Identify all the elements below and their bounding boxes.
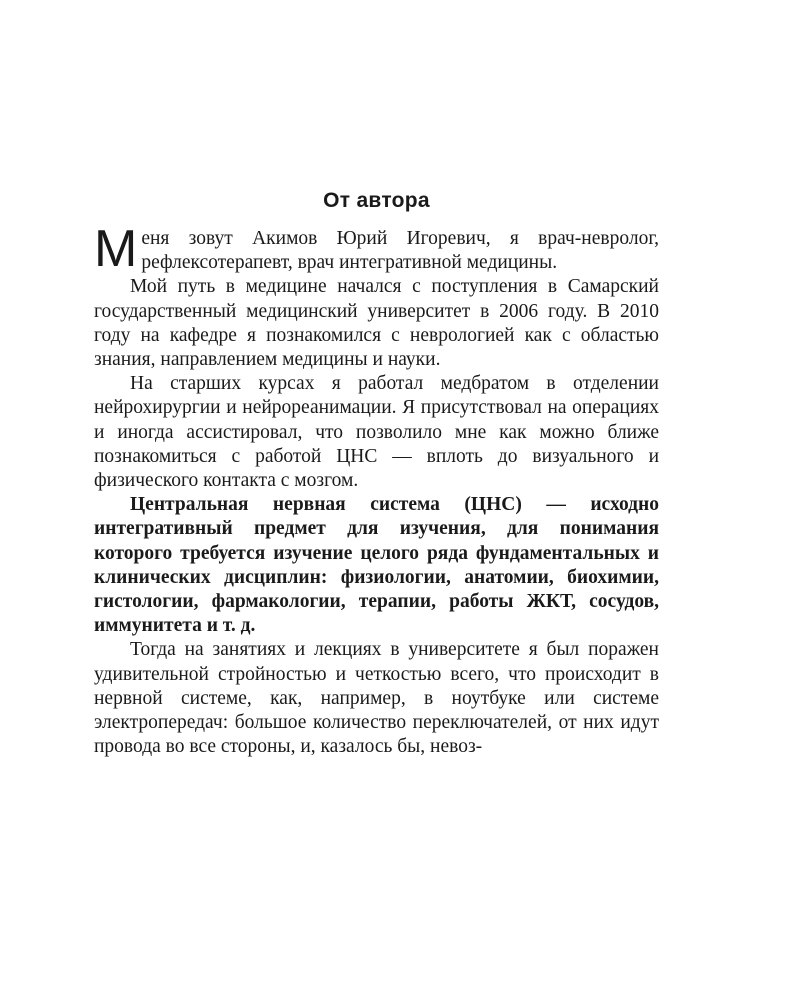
drop-cap-letter: М [94,220,138,278]
paragraph-education: Мой путь в медицине начался с поступления в Самарский государственный медицинский университет в 2006 году. В 2010 году на кафедре я познакомился с неврологией как с областью знания, направлением медицины и науки. [94,276,659,371]
paragraph-lectures: Тогда на занятиях и лекциях в университете я был поражен удивительной стройностью и четкостью всего, что происходит в нервной системе, как, например, в ноутбуке или системе электропередач: большое количество переключателей, от них идут провода во все стороны, и, казалось бы, невоз- [94,639,659,758]
paragraph-neurosurgery: На старших курсах я работал медбратом в отделении нейрохирургии и нейрореанимации. Я присутствовал на операциях и иногда ассистировал, что позволило мне как можно ближе познакомиться с работой ЦНС — вплоть до визуального и физического контакта с мозгом. [94,373,659,492]
book-page [94,185,659,759]
paragraph-intro [94,220,659,278]
chapter-heading: От автора [323,189,430,212]
paragraph-intro-text: еня зовут Акимов Юрий Игоревич, я врач-невролог, рефлексотерапевт, врач интегративной медицины. [141,228,659,274]
paragraph-cns-emphasis: Центральная нервная система (ЦНС) — исходно интегративный предмет для изучения, для понимания которого требуется изучение целого ряда фундаментальных и клинических дисциплин: физиологии, анатомии, биохимии, гистологии, фармакологии, терапии, работы ЖКТ, сосудов, иммунитета и т. д. [94,494,659,637]
